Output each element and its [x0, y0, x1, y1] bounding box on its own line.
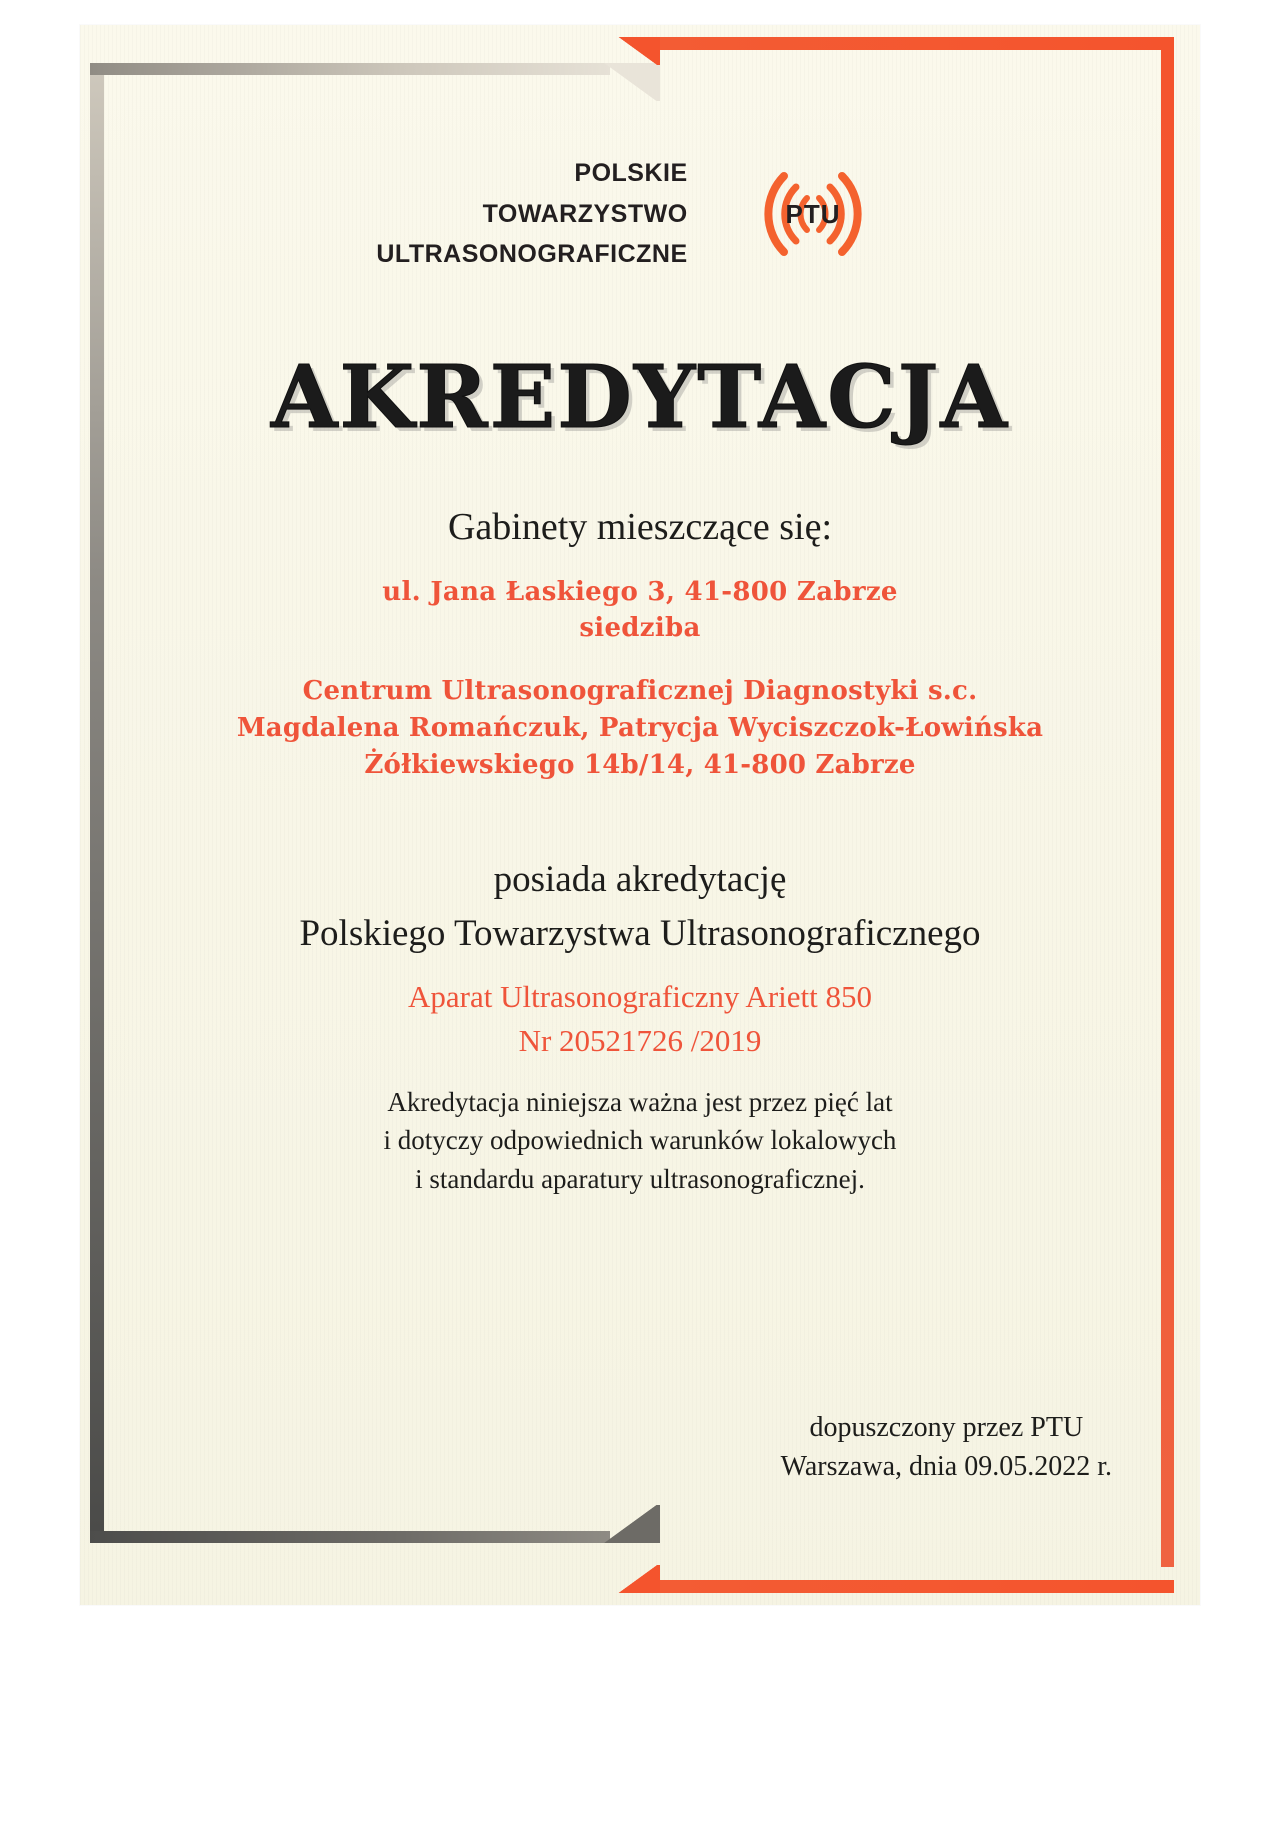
address-secondary-line1: Centrum Ultrasonograficznej Diagnostyki s.c. — [302, 676, 978, 706]
device-model: Aparat Ultrasonograficzny Ariett 850 — [408, 979, 872, 1014]
address-primary — [150, 575, 1130, 647]
certificate-title: AKREDYTACJA — [270, 347, 1010, 448]
ptu-waves-logo — [722, 156, 904, 272]
organization-name — [376, 153, 687, 275]
lead-text: Gabinety mieszczące się: — [447, 506, 833, 548]
validity-note-line3: i standardu aparatury ultrasonograficznej. — [415, 1163, 865, 1194]
certificate-footer — [781, 1408, 1112, 1488]
organization-name-line1: POLSKIE — [574, 159, 688, 187]
issued-by: dopuszczony przez PTU — [809, 1411, 1084, 1443]
accreditation-statement — [150, 853, 1130, 960]
device-serial-number: Nr 20521726 /2019 — [518, 1023, 762, 1059]
validity-note — [150, 1083, 1130, 1198]
address-secondary — [150, 673, 1130, 784]
certificate-header — [80, 153, 1200, 275]
issue-place-and-date: Warszawa, dnia 09.05.2022 r. — [780, 1451, 1112, 1483]
accreditation-line1: posiada akredytację — [493, 859, 787, 900]
frame-red-top-border — [654, 37, 1174, 50]
address-secondary-line2: Magdalena Romańczuk, Patrycja Wyciszczok-Łowińska — [236, 712, 1044, 743]
frame-grey-top-border — [90, 63, 610, 75]
certificate-page — [80, 25, 1200, 1605]
frame-red-top-diagonal — [616, 37, 660, 65]
address-primary-line2: siedziba — [579, 612, 701, 643]
frame-grey-left-border — [90, 63, 104, 1543]
validity-note-line1: Akredytacja niniejsza ważna jest przez pięć lat — [387, 1087, 893, 1117]
frame-red-bottom-border — [654, 1580, 1174, 1593]
svg-text:PTU: PTU — [785, 198, 841, 229]
device-info — [150, 975, 1130, 1063]
address-secondary-line3: Żółkiewskiego 14b/14, 41-800 Zabrze — [364, 749, 916, 780]
organization-name-line3: ULTRASONOGRAFICZNE — [376, 240, 688, 268]
frame-red-bottom-diagonal — [616, 1565, 660, 1593]
address-primary-line1: ul. Jana Łaskiego 3, 41-800 Zabrze — [382, 577, 898, 607]
validity-note-line2: i dotyczy odpowiednich warunków lokalowych — [383, 1125, 897, 1156]
organization-name-line2: TOWARZYSTWO — [482, 199, 688, 228]
accreditation-line2: Polskiego Towarzystwa Ultrasonograficznego — [299, 912, 981, 954]
frame-grey-top-diagonal — [600, 63, 660, 101]
frame-grey-bottom-diagonal — [600, 1505, 660, 1543]
frame-grey-bottom-border — [90, 1531, 610, 1543]
